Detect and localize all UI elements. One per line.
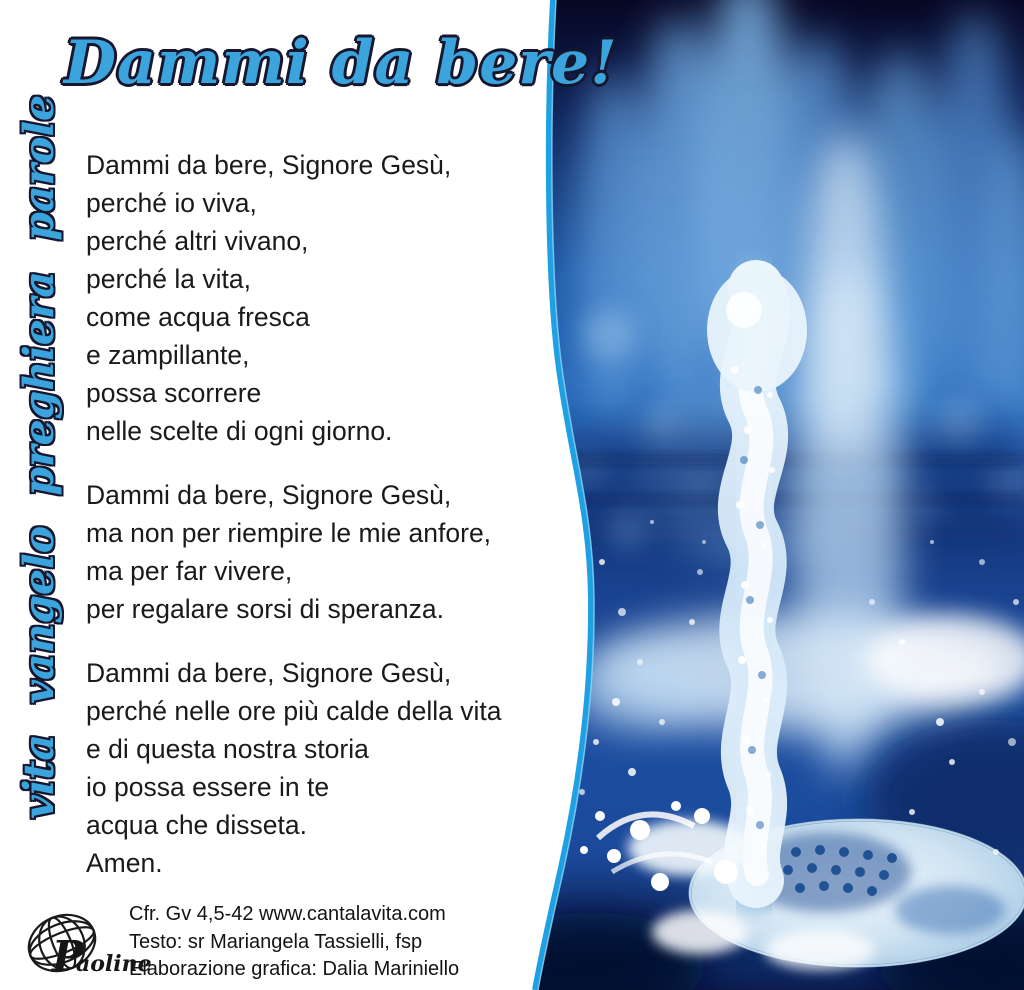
credit-line: Testo: sr Mariangela Tassielli, fsp [129, 930, 423, 953]
prayer-line: ma non per riempire le mie anfore, [86, 518, 492, 548]
prayer-text [86, 146, 501, 908]
logo-letter-p: P [52, 932, 84, 981]
credit-line: Cfr. Gv 4,5-42 www.cantalavita.com [129, 903, 446, 925]
logo-wordmark: aoline [76, 951, 152, 977]
stanza-1 [86, 146, 501, 450]
prayer-line: perché altri vivano, [86, 226, 309, 256]
prayer-line: perché la vita, [86, 264, 251, 294]
prayer-line: Dammi da bere, Signore Gesù, [86, 150, 452, 180]
page-title: Dammi da bere! [64, 28, 618, 98]
prayer-line: io possa essere in te [86, 772, 330, 802]
prayer-line: acqua che disseta. [86, 810, 307, 840]
stanza-2 [86, 476, 501, 628]
paoline-logo [16, 903, 152, 987]
credit-line: Elaborazione grafica: Dalia Mariniello [129, 958, 460, 980]
prayer-line: e di questa nostra storia [86, 734, 369, 764]
credits [129, 901, 459, 984]
photo-content [477, 0, 1024, 990]
vertical-tagline: vita vangelo preghiera parole [15, 94, 63, 819]
prayer-line: ma per far vivere, [86, 556, 293, 586]
prayer-line: Dammi da bere, Signore Gesù, [86, 658, 452, 688]
prayer-line: come acqua fresca [86, 302, 310, 332]
prayer-line: nelle scelte di ogni giorno. [86, 416, 393, 446]
stanza-3 [86, 654, 501, 882]
prayer-line: perché io viva, [86, 188, 257, 218]
prayer-line: perché nelle ore più calde della vita [86, 696, 502, 726]
prayer-line: per regalare sorsi di speranza. [86, 594, 444, 624]
prayer-line: e zampillante, [86, 340, 250, 370]
prayer-line: Dammi da bere, Signore Gesù, [86, 480, 452, 510]
prayer-line: Amen. [86, 848, 163, 878]
prayer-line: possa scorrere [86, 378, 262, 408]
